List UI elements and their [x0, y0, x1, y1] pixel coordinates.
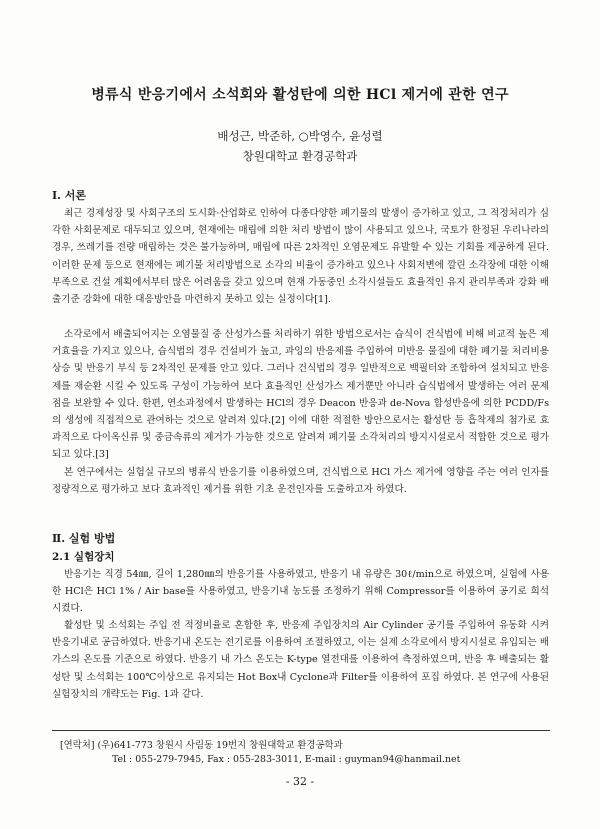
footnote-divider — [52, 730, 550, 731]
intro-paragraph-3: 본 연구에서는 실험실 규모의 병류식 반응기를 이용하였으며, 건식법으로 HCl 가스 제거에 영향을 주는 여러 인자를 정량적으로 평가하고 보다 효과적인 제거를 위한 기초 운전인자를 도출하고자 하였다. — [52, 467, 549, 496]
section-heading-methods: Ⅱ. 실험 방법 — [52, 532, 116, 545]
section-heading-introduction: Ⅰ. 서론 — [52, 189, 87, 202]
paper-title: 병류식 반응기에서 소석회와 활성탄에 의한 HCl 제거에 관한 연구 — [91, 87, 509, 103]
page-number: - 32 - — [285, 775, 315, 788]
intro-paragraph-2: 소각로에서 배출되어지는 오염물질 중 산성가스를 처리하기 위한 방법으로서는 습식이 건식법에 비해 비교적 높은 제거효율을 가지고 있으나, 습식법의 경우 건설비가 높고, 과잉의 반응제를 주입하여 미반응 물질에 대한 폐기물 처리비용 상승 및 반응기 부식 등 2차적인 문제를 안고 있다. 그러나 건식법의 경우 일반적으로 백필터와 조합하여 설치되고 반응제를 재순환 시킬 수 있도록 구성이 가능하여 보다 효율적인 산성가스 제거뿐만 아니라 습식법에서 발생하는 여러 문제점을 보완할 수 있다. 한편, 연소과정에서 발생하는 HCl의 경우 Deacon 반응과 de-Nova 합성반응에 의한 PCDD/Fs의 생성에 직접적으로 관여하는 것으로 알려져 있다.[2] 이에 대한 적절한 방안으로서는 활성탄 등 흡착제의 첨가로 효과적으로 다이옥신류 및 중금속류의 제거가 가능한 것으로 알려져 폐기물 소각처리의 방지시설로서 적합한 것으로 평가되고 있다.[3] — [52, 329, 549, 461]
methods-paragraph-2: 활성탄 및 소석회는 주입 전 적정비율로 혼합한 후, 반응제 주입장치의 Air Cylinder 공기를 주입하여 유동화 시켜 반응기내로 공급하였다. 반응기내 온도는 전기로를 이용하여 조절하였고, 이는 실제 소각로에서 방지시설로 유입되는 배가스의 온도를 기준으로 하였다. 반응기 내 가스 온도는 K-type 열전대를 이용하여 측정하였으며, 반응 후 배출되는 활성탄 및 소석회는 100℃이상으로 유지되는 Hot Box내 Cyclone과 Filter를 이용하여 포집 하였다. 본 연구에 사용된 실험장치의 개략도는 Fig. 1과 같다. — [52, 620, 549, 700]
methods-paragraph-1: 반응기는 직경 54㎜, 길이 1,280㎜의 반응기를 사용하였고, 반응기 내 유량은 30ℓ/min으로 하였으며, 실험에 사용한 HCl은 HCl 1% / Air base를 사용하였고, 반응기내 농도를 조정하기 위해 Compressor를 이용하여 공기로 희석시켰다. — [52, 569, 549, 615]
intro-paragraph-1: 최근 경제성장 및 사회구조의 도시화·산업화로 인하여 다종다양한 폐기물의 발생이 증가하고 있고, 그 적정처리가 심각한 사회문제로 대두되고 있으며, 현재에는 매립에 의한 처리 방법이 많이 사용되고 있으나, 국토가 한정된 우리나라의 경우, 쓰레기를 전량 매립하는 것은 불가능하며, 매립에 따른 2차적인 오염문제도 유발할 수 있는 기회를 제공하게 된다. 이러한 문제 등으로 현재에는 폐기물 처리방법으로 소각의 비율이 증가하고 있으나 사회저변에 깔린 소각장에 대한 이해부족으로 건설 계획에서부터 많은 어려움을 갖고 있으며 현재 가동중인 소각시설들도 효율적인 유지 관리부족과 강화 배출기준 강화에 대한 대응방안을 마련하지 못하고 있는 실정이다[1]. — [52, 208, 549, 306]
contact-address: [연락처] (우)641-773 창원시 사림동 19번지 창원대학교 환경공학과 — [60, 740, 343, 751]
author-list: 배성근, 박준하, ○박영수, 윤성렬 — [217, 129, 383, 143]
subsection-heading-apparatus: 2.1 실험장치 — [52, 551, 115, 563]
contact-phone-email: Tel : 055-279-7945, Fax : 055-283-3011, E-mail : guyman94@hanmail.net — [112, 754, 461, 765]
affiliation: 창원대학교 환경공학과 — [242, 149, 358, 163]
